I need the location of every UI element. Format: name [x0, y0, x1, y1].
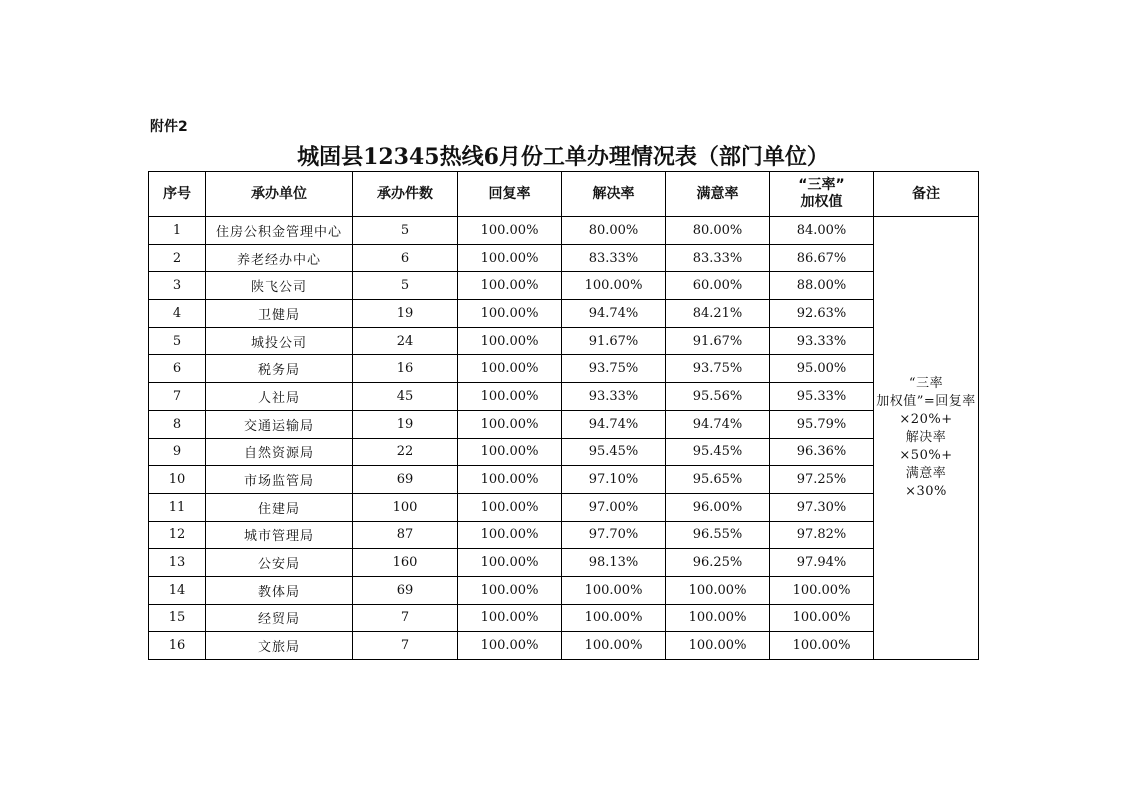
cell-unit: 文旅局	[206, 632, 353, 660]
cell-reply-rate: 100.00%	[458, 466, 562, 494]
table-row	[149, 466, 979, 494]
cell-weighted-value: 100.00%	[770, 632, 874, 660]
cell-satisfaction-rate: 96.25%	[666, 549, 770, 577]
cell-reply-rate: 100.00%	[458, 383, 562, 411]
cell-seq: 7	[149, 383, 206, 411]
cell-resolve-rate: 97.00%	[562, 493, 666, 521]
cell-reply-rate: 100.00%	[458, 576, 562, 604]
cell-seq: 14	[149, 576, 206, 604]
table-row	[149, 604, 979, 632]
cell-resolve-rate: 100.00%	[562, 604, 666, 632]
table-row	[149, 493, 979, 521]
cell-count: 45	[353, 383, 458, 411]
attachment-label: 附件2	[150, 119, 188, 135]
cell-satisfaction-rate: 96.00%	[666, 493, 770, 521]
cell-satisfaction-rate: 100.00%	[666, 604, 770, 632]
cell-count: 16	[353, 355, 458, 383]
cell-weighted-value: 92.63%	[770, 300, 874, 328]
cell-satisfaction-rate: 83.33%	[666, 244, 770, 272]
cell-resolve-rate: 94.74%	[562, 410, 666, 438]
cell-weighted-value: 95.00%	[770, 355, 874, 383]
work-order-table	[148, 171, 979, 660]
cell-seq: 11	[149, 493, 206, 521]
cell-count: 69	[353, 466, 458, 494]
cell-seq: 5	[149, 327, 206, 355]
cell-satisfaction-rate: 95.65%	[666, 466, 770, 494]
table-row	[149, 327, 979, 355]
cell-unit: 人社局	[206, 383, 353, 411]
cell-reply-rate: 100.00%	[458, 549, 562, 577]
cell-reply-rate: 100.00%	[458, 300, 562, 328]
cell-resolve-rate: 95.45%	[562, 438, 666, 466]
cell-seq: 1	[149, 217, 206, 245]
cell-count: 24	[353, 327, 458, 355]
cell-count: 6	[353, 244, 458, 272]
cell-weighted-value: 97.25%	[770, 466, 874, 494]
cell-unit: 住建局	[206, 493, 353, 521]
header-unit: 承办单位	[206, 172, 353, 217]
page-title: 城固县12345热线6月份工单办理情况表（部门单位）	[297, 144, 829, 170]
cell-weighted-value: 97.82%	[770, 521, 874, 549]
cell-satisfaction-rate: 100.00%	[666, 576, 770, 604]
cell-weighted-value: 97.30%	[770, 493, 874, 521]
table-row	[149, 217, 979, 245]
cell-count: 87	[353, 521, 458, 549]
cell-seq: 2	[149, 244, 206, 272]
cell-unit: 教体局	[206, 576, 353, 604]
cell-count: 5	[353, 217, 458, 245]
cell-unit: 城投公司	[206, 327, 353, 355]
cell-reply-rate: 100.00%	[458, 244, 562, 272]
cell-unit: 经贸局	[206, 604, 353, 632]
remark-line: ×20%+	[899, 412, 953, 427]
cell-count: 7	[353, 604, 458, 632]
cell-seq: 15	[149, 604, 206, 632]
cell-seq: 13	[149, 549, 206, 577]
cell-seq: 3	[149, 272, 206, 300]
cell-seq: 9	[149, 438, 206, 466]
cell-unit: 陕飞公司	[206, 272, 353, 300]
table-row	[149, 383, 979, 411]
header-weighted-line1: “三率”	[798, 177, 845, 193]
cell-resolve-rate: 97.10%	[562, 466, 666, 494]
header-count: 承办件数	[353, 172, 458, 217]
cell-reply-rate: 100.00%	[458, 272, 562, 300]
cell-satisfaction-rate: 95.45%	[666, 438, 770, 466]
cell-weighted-value: 88.00%	[770, 272, 874, 300]
cell-unit: 自然资源局	[206, 438, 353, 466]
cell-unit: 卫健局	[206, 300, 353, 328]
remark-line: 解决率	[905, 430, 947, 445]
cell-weighted-value: 84.00%	[770, 217, 874, 245]
remark-line: 满意率	[905, 466, 947, 481]
cell-seq: 10	[149, 466, 206, 494]
cell-weighted-value: 100.00%	[770, 604, 874, 632]
cell-weighted-value: 95.79%	[770, 410, 874, 438]
cell-satisfaction-rate: 95.56%	[666, 383, 770, 411]
cell-count: 22	[353, 438, 458, 466]
header-satisfaction-rate: 满意率	[666, 172, 770, 217]
cell-resolve-rate: 80.00%	[562, 217, 666, 245]
cell-satisfaction-rate: 96.55%	[666, 521, 770, 549]
cell-resolve-rate: 97.70%	[562, 521, 666, 549]
cell-weighted-value: 97.94%	[770, 549, 874, 577]
cell-resolve-rate: 100.00%	[562, 576, 666, 604]
table-row	[149, 300, 979, 328]
header-weighted-value	[770, 172, 874, 217]
cell-count: 100	[353, 493, 458, 521]
cell-reply-rate: 100.00%	[458, 355, 562, 383]
table-header-row	[149, 172, 979, 217]
cell-seq: 6	[149, 355, 206, 383]
cell-satisfaction-rate: 84.21%	[666, 300, 770, 328]
header-resolve-rate: 解决率	[562, 172, 666, 217]
table-row	[149, 576, 979, 604]
cell-satisfaction-rate: 93.75%	[666, 355, 770, 383]
cell-resolve-rate: 94.74%	[562, 300, 666, 328]
cell-count: 160	[353, 549, 458, 577]
cell-reply-rate: 100.00%	[458, 410, 562, 438]
cell-satisfaction-rate: 100.00%	[666, 632, 770, 660]
cell-reply-rate: 100.00%	[458, 217, 562, 245]
cell-seq: 8	[149, 410, 206, 438]
table-row	[149, 521, 979, 549]
table-row	[149, 549, 979, 577]
cell-count: 19	[353, 300, 458, 328]
cell-reply-rate: 100.00%	[458, 438, 562, 466]
cell-resolve-rate: 93.33%	[562, 383, 666, 411]
cell-seq: 16	[149, 632, 206, 660]
remark-line: ×30%	[905, 484, 947, 499]
cell-satisfaction-rate: 80.00%	[666, 217, 770, 245]
cell-count: 5	[353, 272, 458, 300]
table-row	[149, 244, 979, 272]
cell-resolve-rate: 93.75%	[562, 355, 666, 383]
cell-resolve-rate: 91.67%	[562, 327, 666, 355]
cell-unit: 交通运输局	[206, 410, 353, 438]
cell-resolve-rate: 100.00%	[562, 272, 666, 300]
table-row	[149, 438, 979, 466]
cell-seq: 12	[149, 521, 206, 549]
cell-weighted-value: 100.00%	[770, 576, 874, 604]
header-seq: 序号	[149, 172, 206, 217]
cell-satisfaction-rate: 91.67%	[666, 327, 770, 355]
cell-seq: 4	[149, 300, 206, 328]
cell-resolve-rate: 98.13%	[562, 549, 666, 577]
cell-unit: 公安局	[206, 549, 353, 577]
remark-line: ×50%+	[899, 448, 953, 463]
cell-weighted-value: 93.33%	[770, 327, 874, 355]
cell-unit: 住房公积金管理中心	[206, 217, 353, 245]
table-row	[149, 632, 979, 660]
cell-reply-rate: 100.00%	[458, 632, 562, 660]
cell-unit: 市场监管局	[206, 466, 353, 494]
cell-count: 19	[353, 410, 458, 438]
header-remarks: 备注	[874, 172, 979, 217]
table-row	[149, 355, 979, 383]
cell-weighted-value: 86.67%	[770, 244, 874, 272]
cell-unit: 城市管理局	[206, 521, 353, 549]
cell-reply-rate: 100.00%	[458, 521, 562, 549]
cell-satisfaction-rate: 94.74%	[666, 410, 770, 438]
table-body	[149, 217, 979, 660]
cell-unit: 养老经办中心	[206, 244, 353, 272]
cell-resolve-rate: 83.33%	[562, 244, 666, 272]
cell-count: 7	[353, 632, 458, 660]
remark-line: “三率	[908, 376, 944, 391]
header-weighted-line2: 加权值	[800, 194, 843, 210]
cell-satisfaction-rate: 60.00%	[666, 272, 770, 300]
cell-resolve-rate: 100.00%	[562, 632, 666, 660]
cell-count: 69	[353, 576, 458, 604]
cell-weighted-value: 95.33%	[770, 383, 874, 411]
header-reply-rate: 回复率	[458, 172, 562, 217]
cell-weighted-value: 96.36%	[770, 438, 874, 466]
table-row	[149, 410, 979, 438]
cell-reply-rate: 100.00%	[458, 604, 562, 632]
cell-reply-rate: 100.00%	[458, 493, 562, 521]
cell-unit: 税务局	[206, 355, 353, 383]
cell-reply-rate: 100.00%	[458, 327, 562, 355]
remark-line: 加权值”=回复率	[876, 394, 976, 409]
remarks-cell	[874, 217, 979, 660]
table-row	[149, 272, 979, 300]
